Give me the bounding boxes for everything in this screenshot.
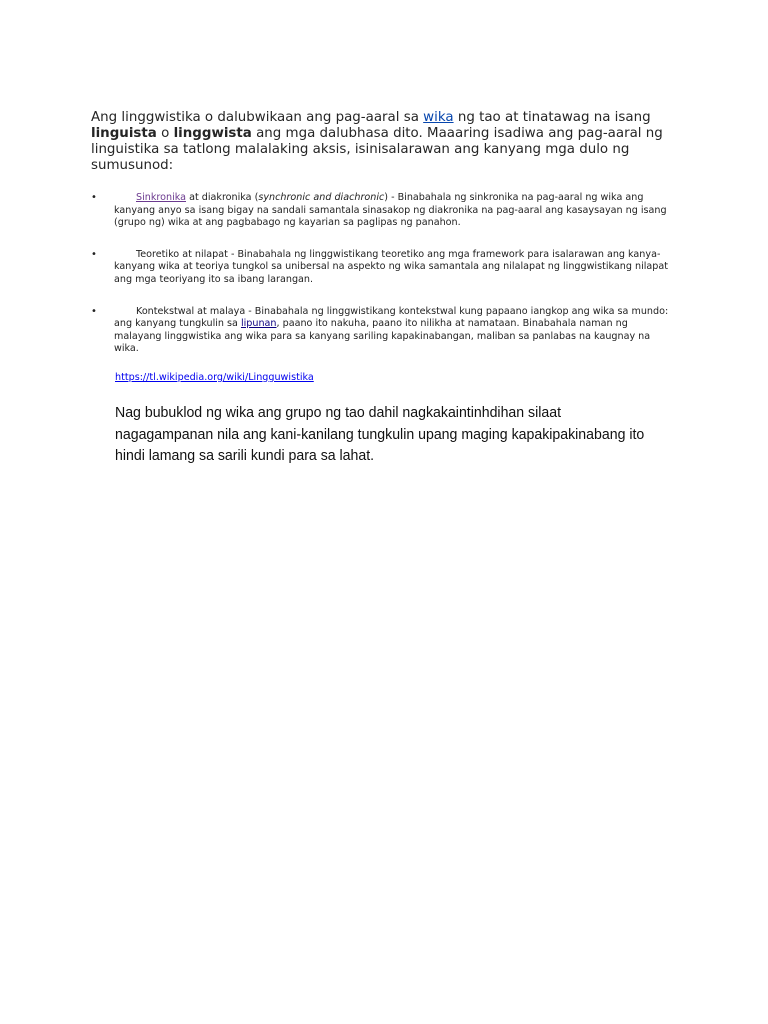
closing-paragraph: Nag bubuklod ng wika ang grupo ng tao dahil nagkakaintinhdihan silaat nagagampanan nila ang kani-kanilang tungkulin upang maging kapakipakinabang ito hindi lamang sa sarili kundi para sa lahat. [115, 404, 645, 464]
intro-text-2: ng tao at tinatawag na isang [453, 110, 651, 125]
list-item-text: at diakronika ( [186, 192, 259, 203]
list-item-text: Teoretiko at nilapat - Binabahala ng linggwistikang teoretiko ang mga framework para isalarawan ang kanya-kanyang wika at teoriya tungkol sa unibersal na aspekto ng wika samantala ang nilalapat ng linggwistikang nilapat ang mga teoriyang ito sa ibang larangan. [114, 248, 669, 285]
list-item [91, 306, 674, 356]
sinkronika-link[interactable]: Sinkronika [136, 192, 187, 203]
linggwista-term: linggwista [173, 126, 252, 141]
intro-text-4: ang mga dalubhasa dito. Maaaring isadiwa ang pag-aaral ng linguistika sa tatlong malalaking aksis, isinisalarawan ang kanyang mga dulo ng sumusunod: [91, 126, 663, 173]
list-item-text: , paano ito nakuha, paano ito nilikha at namataan. Binabahala naman ng malayang linggwistika ang wika para sa kanyang sariling kapakinabangan, maliban sa panlabas na kaugnay na wika. [114, 318, 651, 355]
bullet-marker: • [91, 305, 97, 317]
list-item-emphasis: synchronic and diachronic [258, 192, 385, 203]
bullet-list [91, 192, 683, 356]
intro-text-3: o [156, 126, 174, 141]
linguista-term: linguista [91, 126, 157, 141]
intro-text-1: Ang linggwistika o dalubwikaan ang pag-aaral sa [91, 110, 424, 125]
reference-link[interactable]: https://tl.wikipedia.org/wiki/Lingguwistika [115, 372, 314, 383]
intro-paragraph [91, 110, 681, 174]
bullet-marker: • [91, 248, 97, 260]
bullet-marker: • [91, 192, 97, 203]
list-item-text: ) - Binabahala ng sinkronika na pag-aaral ng wika ang kanyang anyo sa isang bigay na sandali samantala sinasakop ng diakronika na pag-aaral ang kasaysayan ng isang (grupo ng) wika at ang pagbabago ng kayarian sa paglipas ng panahon. [114, 192, 667, 229]
list-item [91, 249, 674, 287]
list-item [91, 192, 674, 230]
lipunan-link[interactable]: lipunan [240, 318, 277, 330]
list-item-text: Kontekstwal at malaya - Binabahala ng linggwistikang kontekstwal kung papaano iangkop ang wika sa mundo: ang kanyang tungkulin sa [114, 305, 669, 330]
wika-link[interactable]: wika [423, 110, 454, 125]
